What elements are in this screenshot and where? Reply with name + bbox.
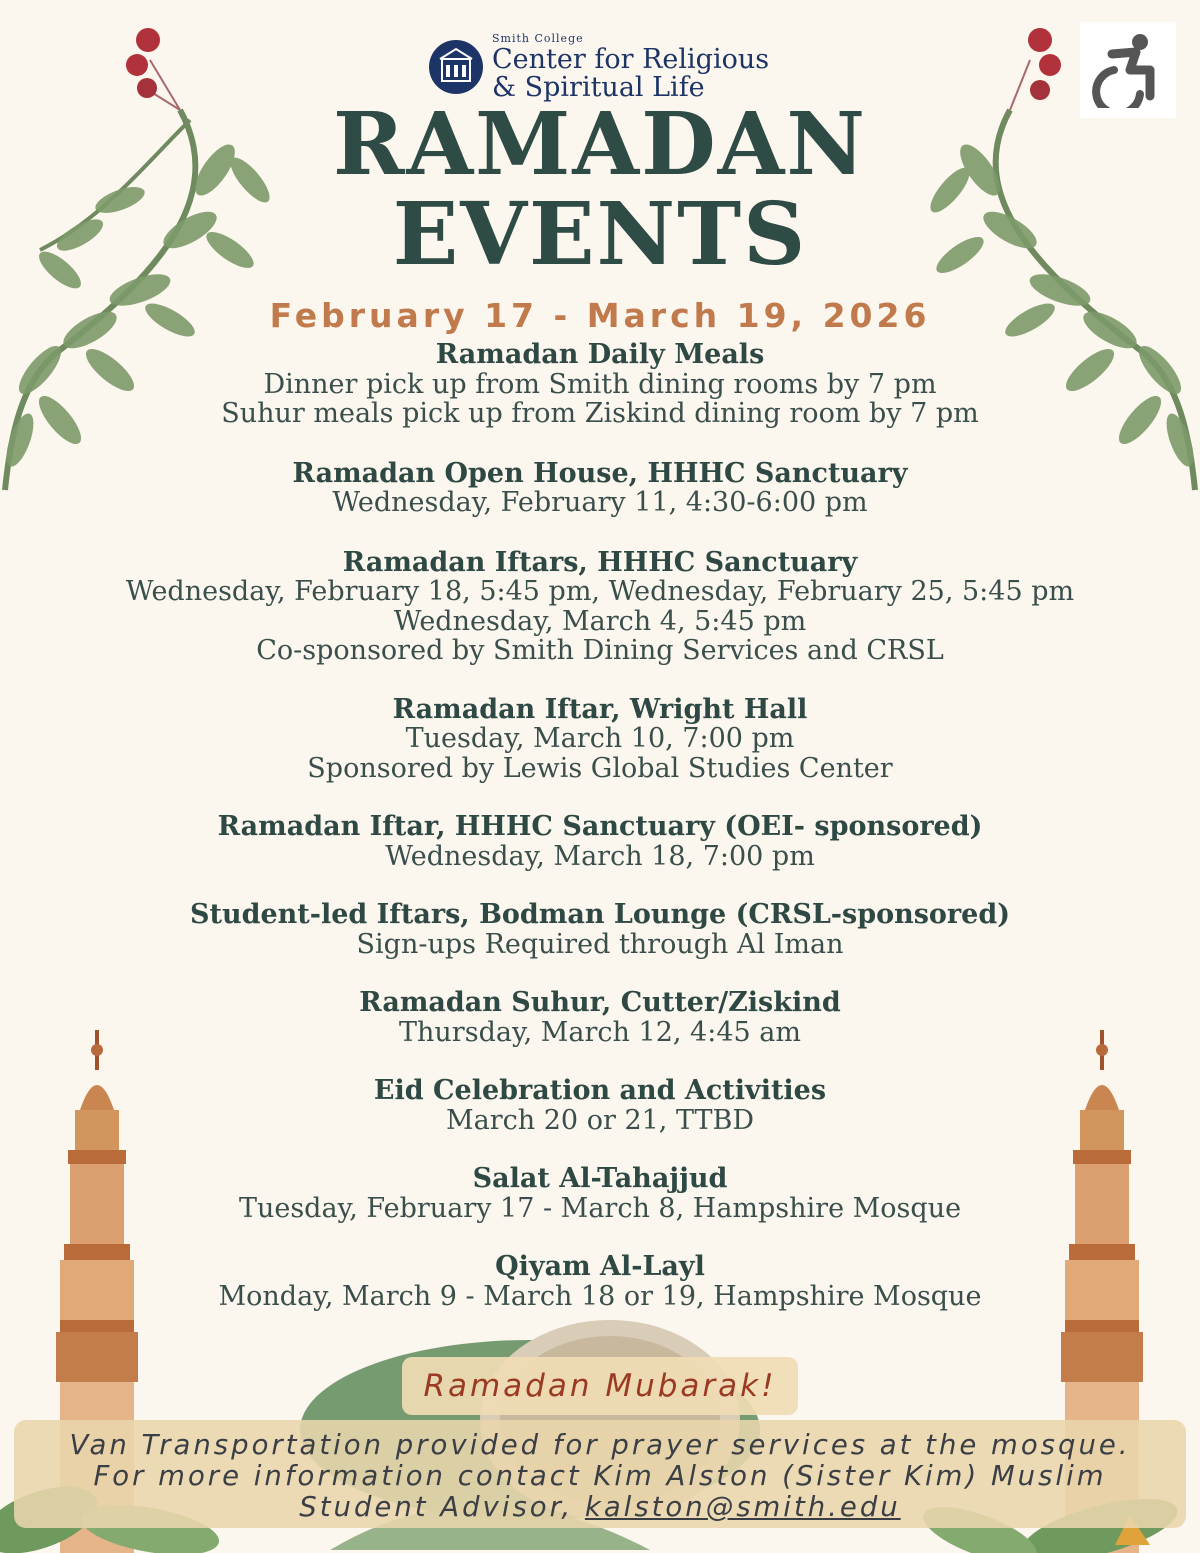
van-transportation-note (14, 1420, 1186, 1528)
event-title: Ramadan Daily Meals (435, 339, 765, 370)
event-detail: Monday, March 9 - March 18 or 19, Hampshire Mosque (218, 1280, 982, 1312)
page-title-line-1: RAMADAN (332, 94, 868, 195)
event-detail: March 20 or 21, TTBD (446, 1104, 754, 1136)
event-detail: Co-sponsored by Smith Dining Services and CRSL (256, 635, 944, 666)
event-title: Salat Al-Tahajjud (472, 1163, 728, 1194)
event-detail: Wednesday, March 4, 5:45 pm (393, 605, 807, 637)
event-title: Eid Celebration and Activities (373, 1075, 827, 1106)
event-title: Ramadan Iftar, Wright Hall (392, 693, 808, 725)
event-detail: Tuesday, February 17 - March 8, Hampshire Mosque (238, 1192, 962, 1224)
college-building-icon (428, 39, 484, 95)
event-item (80, 988, 1120, 1047)
logo-college-name: Smith College (492, 31, 584, 45)
event-detail: Wednesday, February 11, 4:30-6:00 pm (332, 487, 868, 518)
event-item (80, 695, 1120, 784)
event-item (80, 548, 1120, 666)
event-item (80, 459, 1120, 518)
van-note-line-3 (14, 1492, 1186, 1523)
logo-line-2: & Spiritual Life (492, 71, 705, 103)
event-detail: Thursday, March 12, 4:45 am (399, 1016, 801, 1048)
event-detail: Sponsored by Lewis Global Studies Center (307, 752, 893, 784)
event-item (80, 1076, 1120, 1135)
van-note-line-3-prefix: Student Advisor, (299, 1491, 585, 1523)
wheelchair-icon (1090, 32, 1166, 108)
event-title: Ramadan Iftars, HHHC Sanctuary (342, 546, 858, 578)
page-title-line-2: EVENTS (392, 184, 808, 285)
event-detail: Suhur meals pick up from Ziskind dining room by 7 pm (221, 398, 979, 429)
event-detail: Wednesday, March 18, 7:00 pm (385, 840, 815, 872)
event-detail: Dinner pick up from Smith dining rooms by 7 pm (263, 368, 937, 400)
contact-email-link[interactable]: kalston@smith.edu (584, 1491, 901, 1523)
event-title: Student-led Iftars, Bodman Lounge (CRSL-sponsored) (189, 899, 1010, 930)
event-title: Ramadan Iftar, HHHC Sanctuary (OEI- sponsored) (217, 811, 983, 842)
event-detail: Wednesday, February 18, 5:45 pm, Wednesday, February 25, 5:45 pm (125, 576, 1075, 607)
van-note-line-2: For more information contact Kim Alston (Sister Kim) Muslim (93, 1460, 1107, 1492)
event-detail: Sign-ups Required through Al Iman (356, 928, 844, 960)
van-note-line-1: Van Transportation provided for prayer services at the mosque. (69, 1429, 1131, 1461)
event-item (80, 1164, 1120, 1223)
event-list (80, 340, 1120, 1311)
event-detail: Tuesday, March 10, 7:00 pm (405, 723, 795, 754)
event-title: Ramadan Open House, HHHC Sanctuary (292, 457, 908, 489)
event-title: Qiyam Al-Layl (495, 1251, 705, 1282)
date-range: February 17 - March 19, 2026 (269, 296, 931, 335)
event-item (80, 340, 1120, 429)
event-title: Ramadan Suhur, Cutter/Ziskind (359, 987, 841, 1018)
event-item (80, 900, 1120, 959)
event-item (80, 1252, 1120, 1311)
logo-line-1: Center for Religious (492, 43, 770, 75)
college-logo (428, 31, 770, 103)
event-item (80, 812, 1120, 871)
ramadan-mubarak-banner: Ramadan Mubarak! (402, 1357, 798, 1415)
